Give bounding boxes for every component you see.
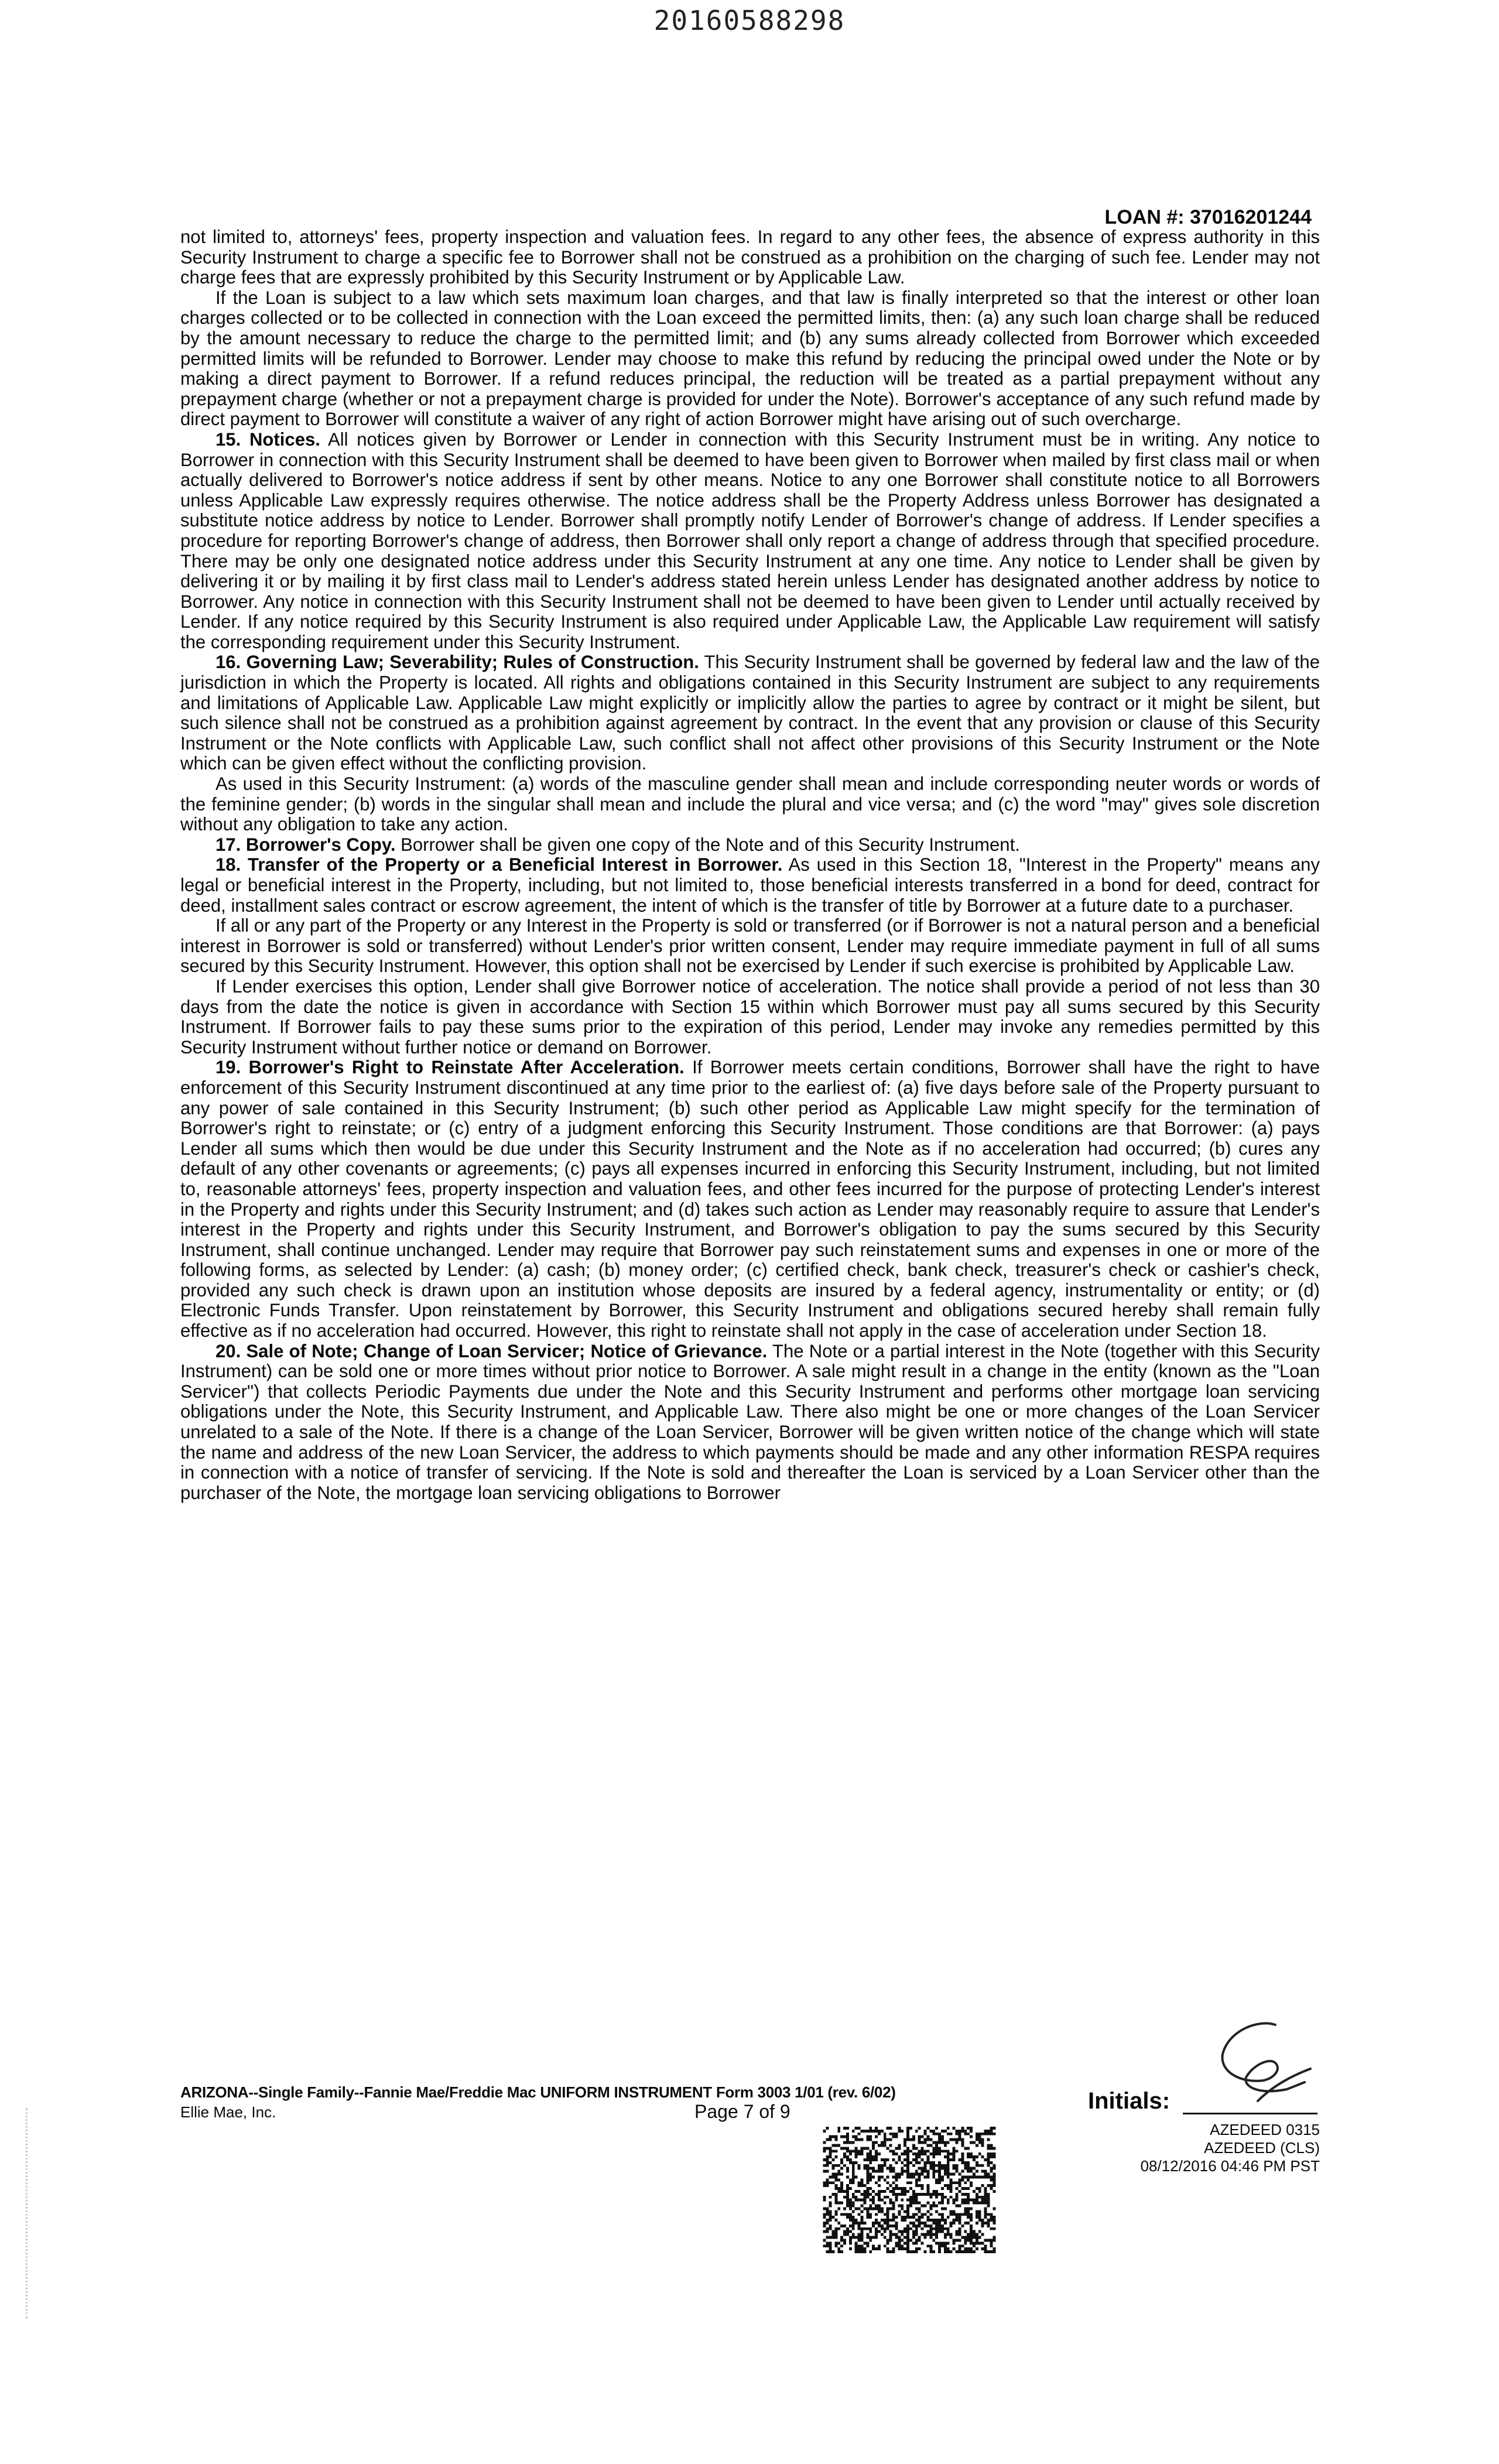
paragraph-construction: As used in this Security Instrument: (a) words of the masculine gender shall mean and include corresponding neuter words or words of the feminine gender; (b) words in the singular shall mean and include the plural and vice versa; and (c) the word "may" gives sole discretion without any obligation to take any action. <box>180 774 1320 835</box>
paragraph-transfer-consent: If all or any part of the Property or any Interest in the Property is sold or transferred (or if Borrower is not a natural person and a beneficial interest in Borrower is sold or transferred) without Lender's prior written consent, Lender may require immediate payment in full of all sums secured by this Security Instrument. However, this option shall not be exercised by Lender if such exercise is prohibited by Applicable Law. <box>180 915 1320 977</box>
form-code-cls: AZEDEED (CLS) <box>1204 2139 1320 2157</box>
section-17-borrowers-copy <box>180 835 1320 855</box>
handwritten-initials-signature <box>1187 2013 1316 2119</box>
section-text: As used in this Section 18, "Interest in the Property" means any legal or beneficial interest in the Property, including, but not limited to, those beneficial interests transferred in a bond for deed, contract for deed, installment sales contract or escrow agreement, the intent of which is the transfer of title by Borrower at a future date to a purchaser. <box>180 854 1320 916</box>
section-heading: 16. Governing Law; Severability; Rules of Construction. <box>215 652 699 673</box>
section-heading: 17. Borrower's Copy. <box>215 834 396 855</box>
section-16-governing-law <box>180 652 1320 774</box>
form-code: AZEDEED 0315 <box>1210 2121 1320 2138</box>
section-heading: 20. Sale of Note; Change of Loan Servicer; Notice of Grievance. <box>215 1340 768 1361</box>
section-heading: 18. Transfer of the Property or a Beneficial Interest in Borrower. <box>215 854 783 875</box>
form-title: ARIZONA--Single Family--Fannie Mae/Freddie Mac UNIFORM INSTRUMENT Form 3003 1/01 (rev. 6/02) <box>180 2083 896 2101</box>
barcode-image <box>822 2127 997 2253</box>
paragraph-fees: not limited to, attorneys' fees, property inspection and valuation fees. In regard to any other fees, the absence of express authority in this Security Instrument to charge a specific fee to Borrower shall not be construed as a prohibition on the charging of such fee. Lender may not charge fees that are expressly prohibited by this Security Instrument or by Applicable Law. <box>180 227 1320 288</box>
scan-margin-marks <box>26 2108 30 2319</box>
section-heading: 19. Borrower's Right to Reinstate After Acceleration. <box>215 1057 685 1078</box>
section-15-notices <box>180 430 1320 653</box>
loan-number: LOAN #: 37016201244 <box>1104 206 1312 228</box>
section-text: If Borrower meets certain conditions, Borrower shall have the right to have enforcement of this Security Instrument discontinued at any time prior to the earliest of: (a) five days before sale of the Property pursuant to any power of sale contained in this Security Instrument; (b) such other period as Applicable Law might specify for the termination of Borrower's right to reinstate; or (c) entry of a judgment enforcing this Security Instrument. Those conditions are that Borrower: (a) pays Lender all sums which then would be due under this Security Instrument and the Note as if no acceleration had occurred; (b) cures any default of any other covenants or agreements; (c) pays all expenses incurred in enforcing this Security Instrument, including, but not limited to, reasonable attorneys' fees, property inspection and valuation fees, and other fees incurred for the purpose of protecting Lender's interest in the Property and rights under this Security Instrument; and (d) takes such action as Lender may reasonably require to assure that Lender's interest in the Property and rights under this Security Instrument, and Borrower's obligation to pay the sums secured by this Security Instrument, shall continue unchanged. Lender may require that Borrower pay such reinstatement sums and expenses in one or more of the following forms, as selected by Lender: (a) cash; (b) money order; (c) certified check, bank check, treasurer's check or cashier's check, provided any such check is drawn upon an institution whose deposits are insured by a federal agency, instrumentality or entity; or (d) Electronic Funds Transfer. Upon reinstatement by Borrower, this Security Instrument and obligations secured hereby shall remain fully effective as if no acceleration had occurred. However, this right to reinstate shall not apply in the case of acceleration under Section 18. <box>180 1057 1320 1341</box>
recording-number: 20160588298 <box>653 5 846 36</box>
page-number: Page 7 of 9 <box>694 2101 790 2122</box>
section-18-transfer <box>180 855 1320 916</box>
initials-label: Initials: <box>1088 2088 1171 2114</box>
section-text: This Security Instrument shall be governed by federal law and the law of the jurisdiction in which the Property is located. All rights and obligations contained in this Security Instrument are subject to any requirements and limitations of Applicable Law. Applicable Law might explicitly or implicitly allow the parties to agree by contract or it might be silent, but such silence shall not be construed as a prohibition against agreement by contract. In the event that any provision or clause of this Security Instrument or the Note conflicts with Applicable Law, such conflict shall not affect other provisions of this Security Instrument or the Note which can be given effect without the conflicting provision. <box>180 652 1320 774</box>
section-19-reinstate <box>180 1058 1320 1341</box>
vendor-name: Ellie Mae, Inc. <box>180 2103 276 2121</box>
paragraph-loan-charges: If the Loan is subject to a law which sets maximum loan charges, and that law is finally interpreted so that the interest or other loan charges collected or to be collected in connection with the Loan exceed the permitted limits, then: (a) any such loan charge shall be reduced by the amount necessary to reduce the charge to the permitted limit; and (b) any sums already collected from Borrower which exceeded permitted limits will be refunded to Borrower. Lender may choose to make this refund by reducing the principal owed under the Note or by making a direct payment to Borrower. If a refund reduces principal, the reduction will be treated as a partial prepayment without any prepayment charge (whether or not a prepayment charge is provided for under the Note). Borrower's acceptance of any such refund made by direct payment to Borrower will constitute a waiver of any right of action Borrower might have arising out of such overcharge. <box>180 287 1320 430</box>
form-codes <box>1141 2121 1320 2175</box>
section-text: All notices given by Borrower or Lender in connection with this Security Instrument must be in writing. Any notice to Borrower in connection with this Security Instrument shall be deemed to have been given to Borrower when mailed by first class mail or when actually delivered to Borrower's notice address if sent by other means. Notice to any one Borrower shall constitute notice to all Borrowers unless Applicable Law expressly requires otherwise. The notice address shall be the Property Address unless Borrower has designated a substitute notice address by notice to Lender. Borrower shall promptly notify Lender of Borrower's change of address. If Lender specifies a procedure for reporting Borrower's change of address, then Borrower shall only report a change of address through that specified procedure. There may be only one designated notice address under this Security Instrument at any one time. Any notice to Lender shall be given by delivering it or by mailing it by first class mail to Lender's address stated herein unless Lender has designated another address by notice to Borrower. Any notice in connection with this Security Instrument shall not be deemed to have been given to Lender until actually received by Lender. If any notice required by this Security Instrument is also required under Applicable Law, the Applicable Law requirement will satisfy the corresponding requirement under this Security Instrument. <box>180 429 1320 652</box>
paragraph-acceleration: If Lender exercises this option, Lender shall give Borrower notice of acceleration. The notice shall provide a period of not less than 30 days from the date the notice is given in accordance with Section 15 within which Borrower must pay all sums secured by this Security Instrument. If Borrower fails to pay these sums prior to the expiration of this period, Lender may invoke any remedies permitted by this Security Instrument without further notice or demand on Borrower. <box>180 976 1320 1058</box>
section-text: Borrower shall be given one copy of the Note and of this Security Instrument. <box>395 834 1020 855</box>
document-body <box>180 227 1320 1503</box>
print-timestamp: 08/12/2016 04:46 PM PST <box>1140 2157 1320 2175</box>
section-20-sale-of-note <box>180 1341 1320 1504</box>
section-text: The Note or a partial interest in the Note (together with this Security Instrument) can be sold one or more times without prior notice to Borrower. A sale might result in a change in the entity (known as the "Loan Servicer") that collects Periodic Payments due under the Note and this Security Instrument and performs other mortgage loan servicing obligations under the Note, this Security Instrument, and Applicable Law. There also might be one or more changes of the Loan Servicer unrelated to a sale of the Note. If there is a change of the Loan Servicer, Borrower will be given written notice of the change which will state the name and address of the new Loan Servicer, the address to which payments should be made and any other information RESPA requires in connection with a notice of transfer of servicing. If the Note is sold and thereafter the Loan is serviced by a Loan Servicer other than the purchaser of the Note, the mortgage loan servicing obligations to Borrower <box>180 1340 1320 1503</box>
page-footer <box>180 2083 1320 2341</box>
section-heading: 15. Notices. <box>215 429 320 450</box>
